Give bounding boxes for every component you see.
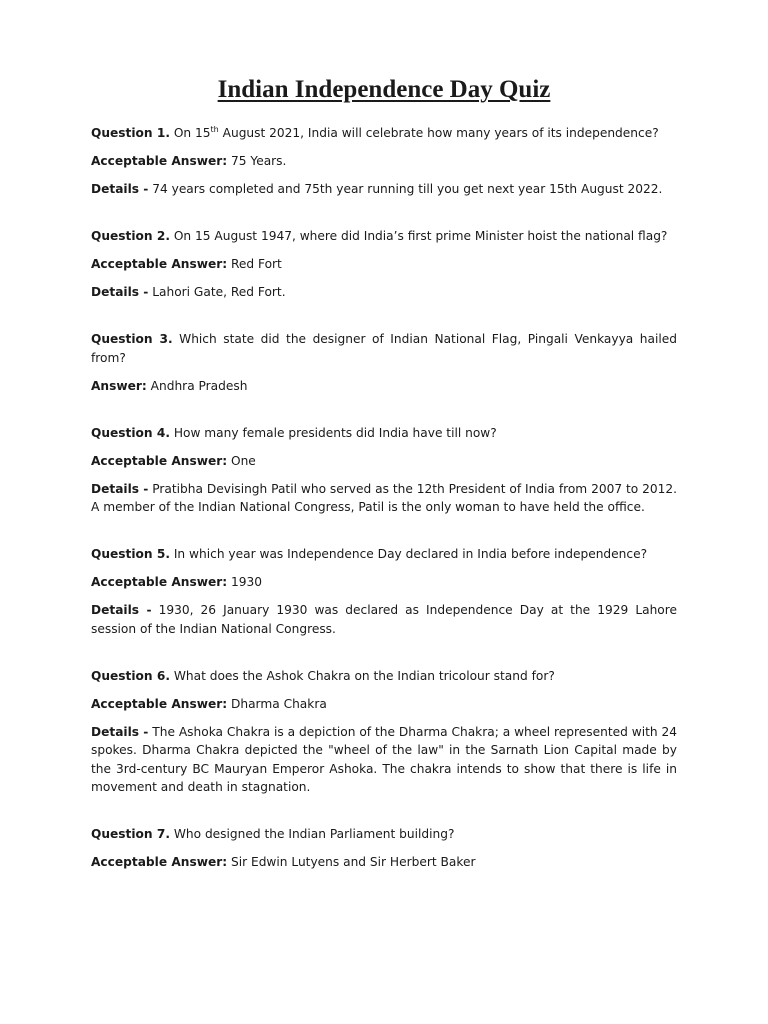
quiz-question-5 — [91, 545, 677, 638]
question-label: Question 7. — [91, 827, 170, 841]
answer-text: One — [227, 453, 256, 468]
details-text: The Ashoka Chakra is a depiction of the Dharma Chakra; a wheel represented with 24 spokes. Dharma Chakra depicted the "wheel of the law" in the Sarnath Lion Capital made by the 3rd-century BC Mauryan Emperor Ashoka. The chakra intends to show that there is life in movement and death in stagnation. — [91, 724, 678, 794]
question-text: What does the Ashok Chakra on the Indian tricolour stand for? — [169, 668, 555, 683]
details-text: 1930, 26 January 1930 was declared as Independence Day at the 1929 Lahore session of the Indian National Congress. — [91, 603, 677, 636]
details-label: Details - — [91, 724, 149, 739]
details-line — [91, 601, 677, 638]
details-label: Details - — [91, 285, 149, 299]
spacer — [91, 405, 677, 424]
answer-label: Answer: — [91, 378, 147, 393]
question-label: Question 3. — [91, 332, 173, 346]
question-text: In which year was Independence Day declared in India before independence? — [169, 547, 648, 561]
details-text: Lahori Gate, Red Fort. — [148, 285, 286, 299]
quiz-content — [91, 124, 677, 881]
details-line — [91, 723, 677, 797]
answer-label: Acceptable Answer: — [91, 154, 228, 168]
spacer — [91, 208, 677, 227]
question-label: Question 5. — [91, 547, 170, 561]
answer-label: Acceptable Answer: — [91, 453, 228, 468]
question-label: Question 1. — [91, 126, 170, 140]
answer-label: Acceptable Answer: — [91, 257, 228, 271]
quiz-question-6 — [91, 667, 677, 797]
quiz-question-7 — [91, 825, 677, 872]
details-line — [91, 480, 677, 517]
question-label: Question 4. — [91, 425, 170, 440]
question-line — [91, 667, 677, 686]
question-text: Who designed the Indian Parliament building? — [169, 827, 455, 841]
question-label: Question 2. — [91, 229, 170, 243]
details-text: 74 years completed and 75th year running till you get next year 15th August 2022. — [148, 182, 663, 196]
answer-label: Acceptable Answer: — [91, 855, 228, 869]
answer-label: Acceptable Answer: — [91, 575, 228, 589]
quiz-question-4 — [91, 424, 677, 517]
quiz-question-1 — [91, 124, 677, 199]
details-text: Pratibha Devisingh Patil who served as the 12th President of India from 2007 to 2012. A member of the Indian National Congress, Patil is the only woman to have held the office. — [91, 481, 678, 514]
answer-text: 1930 — [227, 575, 262, 589]
quiz-question-3 — [91, 330, 677, 395]
details-label: Details - — [91, 481, 149, 496]
question-text-pre: On 15 — [169, 126, 211, 140]
answer-line — [91, 152, 677, 171]
question-line — [91, 424, 677, 443]
answer-label: Acceptable Answer: — [91, 696, 228, 711]
answer-line — [91, 573, 677, 592]
answer-text: 75 Years. — [227, 154, 287, 168]
details-line — [91, 180, 677, 199]
question-label: Question 6. — [91, 668, 170, 683]
question-line — [91, 825, 677, 844]
answer-text: Sir Edwin Lutyens and Sir Herbert Baker — [227, 855, 476, 869]
quiz-question-2 — [91, 227, 677, 302]
question-text: On 15 August 1947, where did India’s first prime Minister hoist the national flag? — [169, 229, 668, 243]
answer-text: Dharma Chakra — [227, 696, 327, 711]
question-text: Which state did the designer of Indian National Flag, Pingali Venkayya hailed from? — [91, 332, 678, 365]
answer-line — [91, 452, 677, 471]
spacer — [91, 806, 677, 825]
spacer — [91, 526, 677, 545]
spacer — [91, 311, 677, 330]
question-text-superscript: th — [210, 124, 219, 134]
answer-line — [91, 377, 677, 396]
question-line — [91, 124, 677, 143]
answer-line — [91, 853, 677, 872]
answer-line — [91, 695, 677, 714]
answer-text: Andhra Pradesh — [146, 378, 248, 393]
question-line — [91, 227, 677, 246]
spacer — [91, 648, 677, 667]
details-line — [91, 283, 677, 302]
question-line — [91, 330, 677, 367]
question-line — [91, 545, 677, 564]
document-title: Indian Independence Day Quiz — [217, 76, 551, 103]
answer-text: Red Fort — [227, 257, 282, 271]
question-text: How many female presidents did India have till now? — [169, 425, 497, 440]
answer-line — [91, 255, 677, 274]
details-label: Details - — [91, 182, 149, 196]
details-label: Details - — [91, 603, 152, 617]
question-text-post: August 2021, India will celebrate how many years of its independence? — [218, 126, 659, 140]
